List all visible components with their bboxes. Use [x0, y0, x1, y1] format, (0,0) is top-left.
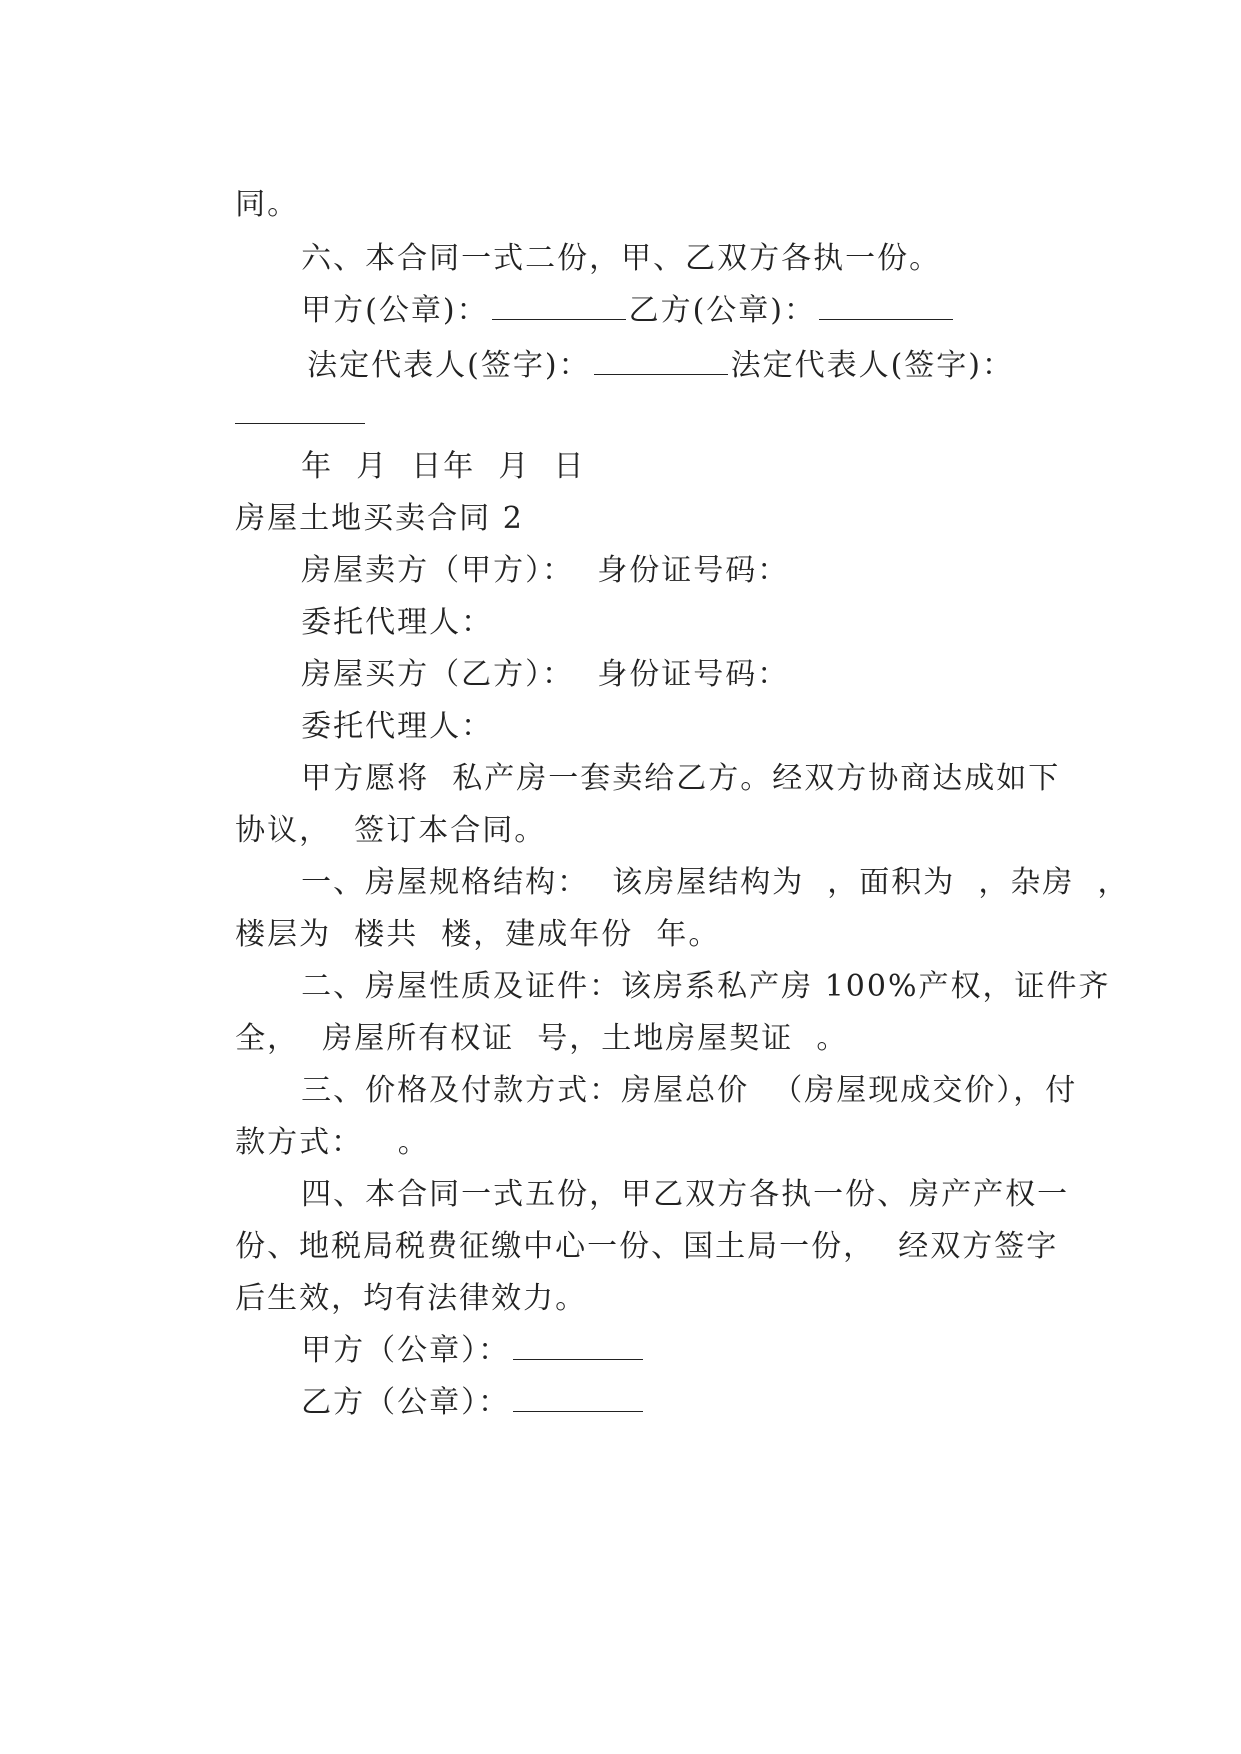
paragraph-text: 同。	[235, 187, 300, 222]
paragraph-text: 后生效，均有法律效力。	[235, 1281, 588, 1316]
paragraph-line	[189, 875, 1069, 952]
party-a-seal-label: 甲方(公章)：	[301, 293, 489, 328]
document-page	[189, 0, 1130, 1754]
party-b-seal-label: 乙方(公章)：	[628, 293, 816, 328]
seller-agent-line	[255, 563, 1069, 640]
paragraph-text: 楼层为 楼共 楼，建成年份 年。	[235, 917, 721, 952]
contract-title-text: 房屋土地买卖合同 2	[235, 501, 524, 536]
paragraph-line	[255, 719, 1069, 796]
clause-two	[255, 927, 1111, 1004]
buyer-agent-line	[255, 667, 1069, 744]
clause-four	[255, 1135, 1070, 1212]
paragraph-line	[189, 771, 1069, 848]
party-a-seal-line	[255, 1291, 1069, 1368]
seller-line	[255, 511, 1069, 588]
paragraph-text: 房屋买方（乙方）： 身份证号码：	[301, 657, 790, 692]
paragraph-text: 一、房屋规格结构： 该房屋结构为 ，面积为 ，杂房 ，	[301, 865, 1130, 900]
buyer-line	[255, 615, 1069, 692]
seal-line-party-a-b	[255, 251, 1069, 328]
signature-blank-line	[189, 355, 1069, 395]
paragraph-text: 委托代理人：	[301, 605, 494, 640]
party-a-seal-label: 甲方（公章）：	[301, 1333, 511, 1368]
paragraph-line	[189, 979, 1069, 1056]
paragraph-line	[189, 1239, 1069, 1316]
paragraph-text: 甲方愿将 私产房一套卖给乙方。经双方协商达成如下	[301, 761, 1061, 796]
paragraph-text: 四、本合同一式五份，甲乙双方各执一份、房产产权一	[301, 1177, 1070, 1212]
paragraph-text: 三、价格及付款方式：房屋总价 （房屋现成交价），付	[301, 1073, 1078, 1108]
paragraph-text: 委托代理人：	[301, 709, 494, 744]
paragraph-text: 年 月 日年 月 日	[301, 449, 586, 484]
paragraph-text: 六、本合同一式二份，甲、乙双方各执一份。	[301, 241, 942, 276]
party-b-seal-line	[255, 1343, 1069, 1420]
paragraph-text: 二、房屋性质及证件：该房系私产房 100%产权，证件齐	[301, 969, 1111, 1004]
date-line	[255, 407, 1069, 484]
paragraph-text: 全， 房屋所有权证 号，土地房屋契证 。	[235, 1021, 849, 1056]
paragraph-text: 房屋卖方（甲方）： 身份证号码：	[301, 553, 790, 588]
paragraph-text: 协议， 签订本合同。	[235, 813, 547, 848]
clause-one	[255, 823, 1130, 900]
party-a-representative-label: 法定代表人(签字)：	[307, 348, 591, 383]
paragraph-line	[189, 145, 1069, 222]
party-b-representative-label: 法定代表人(签字)：	[730, 348, 1014, 383]
clause-three	[255, 1031, 1078, 1108]
paragraph-text: 份、地税局税费征缴中心一份、国土局一份， 经双方签字	[235, 1229, 1059, 1264]
paragraph-line	[189, 1187, 1069, 1264]
signature-line-representatives	[261, 306, 1069, 383]
paragraph-line	[189, 1083, 1069, 1160]
party-b-seal-blank	[513, 1383, 643, 1412]
party-b-seal-label: 乙方（公章）：	[301, 1385, 511, 1420]
clause-six	[255, 199, 1069, 276]
contract-title	[189, 459, 1069, 536]
paragraph-text: 款方式： 。	[235, 1125, 430, 1160]
